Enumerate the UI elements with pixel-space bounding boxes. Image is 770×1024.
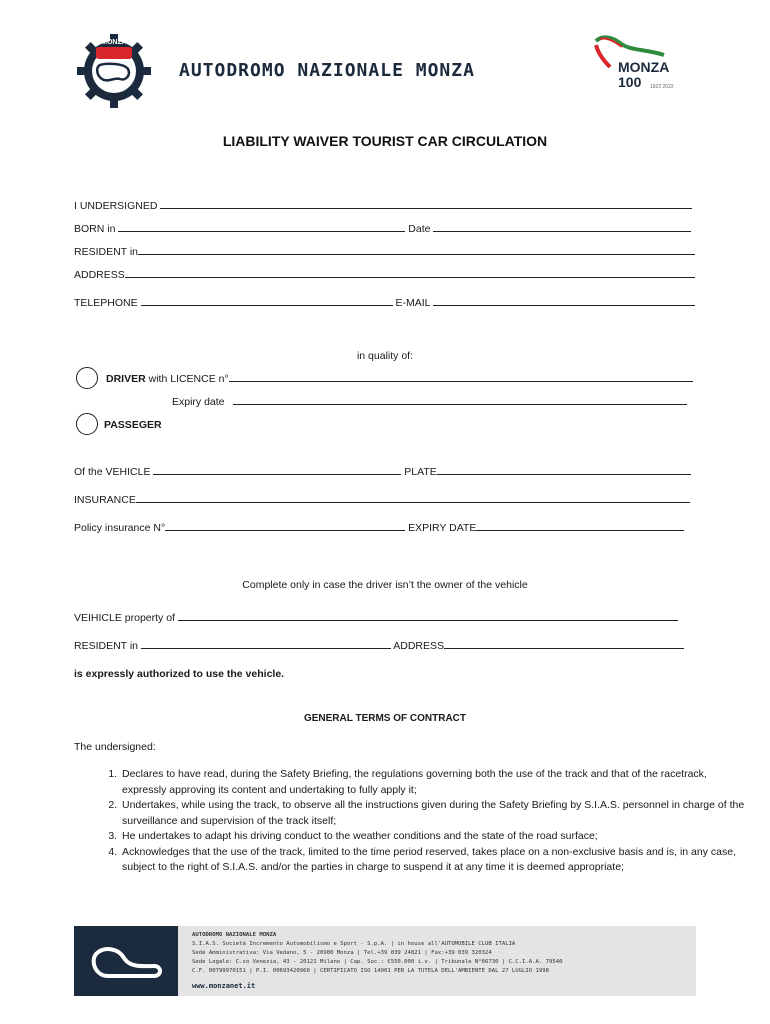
track-outline-icon bbox=[74, 926, 178, 996]
undersigned-field[interactable] bbox=[74, 200, 692, 212]
passenger-label: PASSEGER bbox=[104, 419, 162, 431]
insurance-label: INSURANCE bbox=[74, 494, 136, 506]
list-item: 3. He undertakes to adapt his driving conduct to the weather conditions and the state of the road surface; bbox=[120, 829, 750, 845]
address-label: ADDRESS bbox=[74, 269, 125, 281]
vehicle-field[interactable] bbox=[74, 466, 691, 478]
terms-heading: GENERAL TERMS OF CONTRACT bbox=[303, 713, 467, 724]
expiry-date-label: Expiry date bbox=[172, 396, 225, 408]
driver-label: DRIVER bbox=[106, 373, 146, 385]
monza-logo-label: MONZA bbox=[101, 39, 127, 46]
footer-line: C.F. 00799970151 | P.I. 00693420960 | CERTIFICATO ISO 14001 PER LA TUTELA DELL'AMBIENTE DAL 27 LUGLIO 1998 bbox=[192, 968, 549, 974]
in-quality-of: in quality of: bbox=[356, 350, 414, 362]
passenger-radio[interactable] bbox=[76, 413, 98, 435]
driver-radio[interactable] bbox=[76, 367, 98, 389]
policy-label: Policy insurance N° bbox=[74, 522, 166, 534]
resident-label: RESIDENT in bbox=[74, 246, 138, 258]
licence-label: with LICENCE n° bbox=[148, 373, 229, 385]
authorized-statement: is expressly authorized to use the vehicle. bbox=[74, 668, 285, 680]
property-of-label: VEIHICLE property of bbox=[74, 612, 175, 624]
monza-100-text: MONZA 100 bbox=[618, 59, 669, 90]
date-label: Date bbox=[408, 223, 431, 235]
footer-line: AUTODROMO NAZIONALE MONZA bbox=[192, 932, 277, 938]
policy-expiry-label: EXPIRY DATE bbox=[408, 522, 477, 534]
owner-resident-field[interactable] bbox=[74, 640, 684, 652]
vehicle-label: Of the VEHICLE bbox=[74, 466, 151, 478]
expiry-date-field[interactable] bbox=[172, 396, 687, 408]
owner-note: Complete only in case the driver isn’t the owner of the vehicle bbox=[242, 579, 528, 591]
list-item: 1. Declares to have read, during the Safety Briefing, the regulations governing both the use of the track and that of the racetrack, expressly approving its content and undertaking to fully apply it; bbox=[120, 767, 750, 798]
undersigned-label: I UNDERSIGNED bbox=[74, 200, 158, 212]
resident-field[interactable] bbox=[74, 246, 695, 258]
email-label: E-MAIL bbox=[395, 297, 431, 309]
list-item: 4. Acknowledges that the use of the track, limited to the time period reserved, takes place on a non-exclusive basis and is, in any case, subject to the right of S.I.A.S. and/or the parties in charge to suspend it at any time it is deemed appropriate; bbox=[120, 845, 750, 876]
insurance-field[interactable] bbox=[74, 494, 690, 506]
footer-website-link[interactable]: www.monzanet.it bbox=[192, 982, 256, 990]
born-label: BORN in bbox=[74, 223, 116, 235]
telephone-label: TELEPHONE bbox=[74, 297, 138, 309]
terms-intro: The undersigned: bbox=[74, 741, 156, 753]
footer-track-logo-panel bbox=[74, 926, 178, 996]
owner-address-label: ADDRESS bbox=[393, 640, 445, 652]
owner-resident-label: RESIDENT in bbox=[74, 640, 138, 652]
telephone-field[interactable] bbox=[74, 297, 695, 309]
policy-field[interactable] bbox=[74, 522, 684, 534]
footer-line: Sede Amministrativa: Via Vedano, 5 - 20900 Monza | Tel.+39 039 24821 | Fax:+39 039 320324 bbox=[192, 950, 492, 956]
header-title: AUTODROMO NAZIONALE MONZA bbox=[179, 60, 475, 81]
page-footer bbox=[74, 926, 696, 996]
footer-line: Sede Legale: C.so Venezia, 43 - 20121 Milano | Cap. Soc.: €550.000 i.v. | Tribunale N°66730 | C.C.I.A.A. 79540 bbox=[192, 959, 563, 965]
list-item: 2. Undertakes, while using the track, to observe all the instructions given during the Safety Briefing by S.I.A.S. personnel in charge of the surveillance and supervision of the track itself; bbox=[120, 798, 750, 829]
born-field[interactable] bbox=[74, 223, 691, 235]
plate-label: PLATE bbox=[404, 466, 437, 478]
driver-licence-field[interactable] bbox=[106, 373, 693, 385]
document-title: LIABILITY WAIVER TOURIST CAR CIRCULATION bbox=[222, 133, 548, 149]
centenary-years: 1922 2022 bbox=[650, 84, 674, 90]
vehicle-property-field[interactable] bbox=[74, 612, 678, 624]
address-field[interactable] bbox=[74, 269, 695, 281]
terms-list bbox=[74, 767, 750, 876]
footer-line: S.I.A.S. Società Incremento Automobilismo e Sport - S.p.A. | in house all'AUTOMOBILE CLUB ITALIA bbox=[192, 941, 516, 947]
